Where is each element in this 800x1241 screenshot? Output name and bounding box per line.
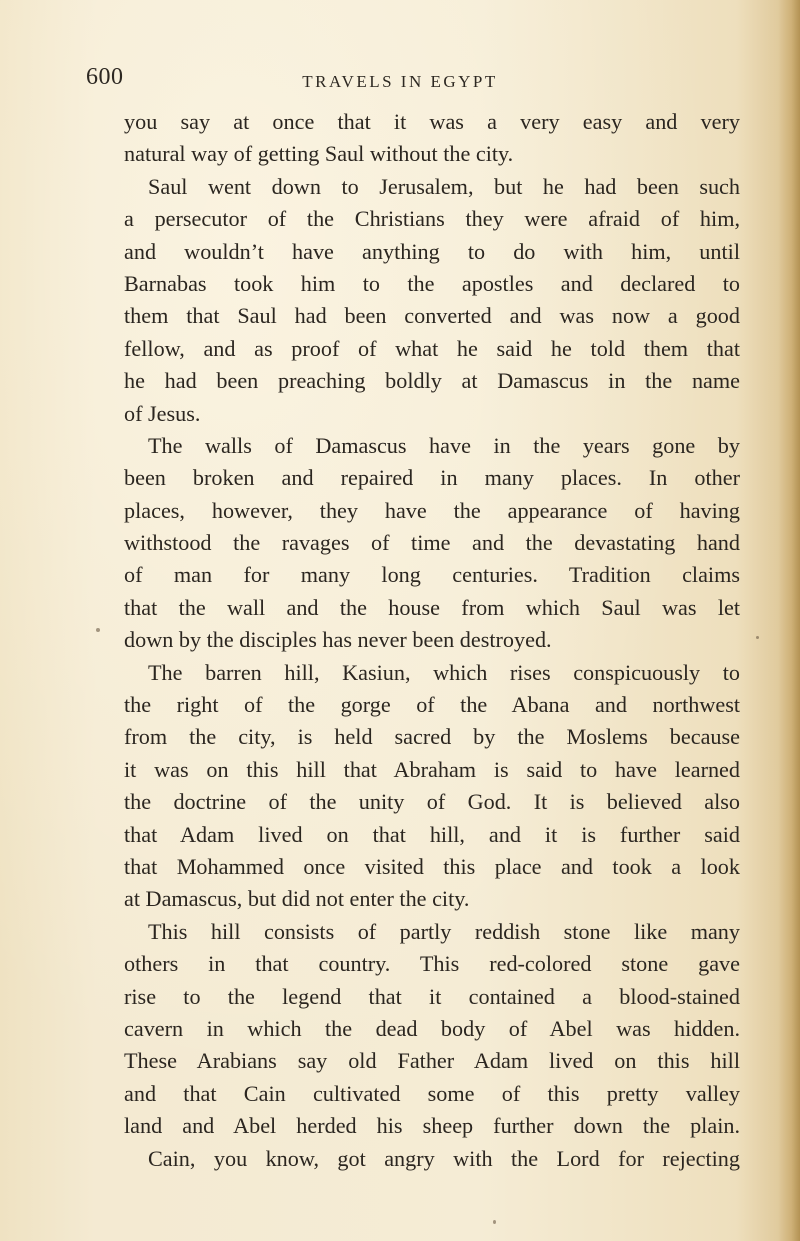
text-line: that Adam lived on that hill, and it is further said [124,821,740,847]
paper-speck [756,636,759,639]
text-line: The walls of Damascus have in the years gone by [148,432,740,458]
text-line: withstood the ravages of time and the devastating hand [124,530,740,556]
text-line: a persecutor of the Christians they were afraid of him, [124,206,740,232]
text-line: he had been preaching boldly at Damascus in the name [124,368,740,394]
text-line: Cain, you know, got angry with the Lord for rejecting [148,1145,740,1171]
text-line: others in that country. This red-colored stone gave [124,951,740,977]
text-line: Barnabas took him to the apostles and declared to [124,270,740,296]
text-line: the right of the gorge of the Abana and northwest [124,692,740,718]
text-line: cavern in which the dead body of Abel was hidden. [124,1015,740,1041]
page-header [0,64,800,98]
text-line: land and Abel herded his sheep further down the plain. [124,1113,740,1139]
text-line: from the city, is held sacred by the Moslems because [124,724,740,750]
body-text [124,106,740,1175]
text-line: rise to the legend that it contained a blood-stained [124,983,740,1009]
text-line: The barren hill, Kasiun, which rises conspicuously to [148,659,740,685]
text-line: fellow, and as proof of what he said he told them that [124,335,740,361]
text-line: Saul went down to Jerusalem, but he had been such [148,173,740,199]
page-edge-shadow [778,0,800,1241]
text-line: that Mohammed once visited this place and took a look [124,853,740,879]
text-line: These Arabians say old Father Adam lived on this hill [124,1048,740,1074]
text-line: of man for many long centuries. Tradition claims [124,562,740,588]
running-head: TRAVELS IN EGYPT [302,72,498,91]
text-line: at Damascus, but did not enter the city. [124,886,470,912]
text-line: it was on this hill that Abraham is said to have learned [124,756,740,782]
text-line: down by the disciples has never been destroyed. [124,627,552,653]
text-line: places, however, they have the appearance of having [124,497,740,523]
text-line: been broken and repaired in many places. In other [124,465,740,491]
paper-speck [493,1220,496,1224]
text-line: the doctrine of the unity of God. It is believed also [124,789,740,815]
text-line: that the wall and the house from which Saul was let [124,594,740,620]
text-line: natural way of getting Saul without the city. [124,141,514,167]
text-line: you say at once that it was a very easy and very [124,109,740,134]
page-number: 600 [86,64,124,90]
text-line: of Jesus. [124,400,201,426]
text-line: and that Cain cultivated some of this pretty valley [124,1080,740,1106]
text-line: and wouldn’t have anything to do with him, until [124,238,740,264]
text-line: This hill consists of partly reddish stone like many [148,918,740,944]
text-line: them that Saul had been converted and was now a good [124,303,740,329]
paper-speck [96,628,100,632]
